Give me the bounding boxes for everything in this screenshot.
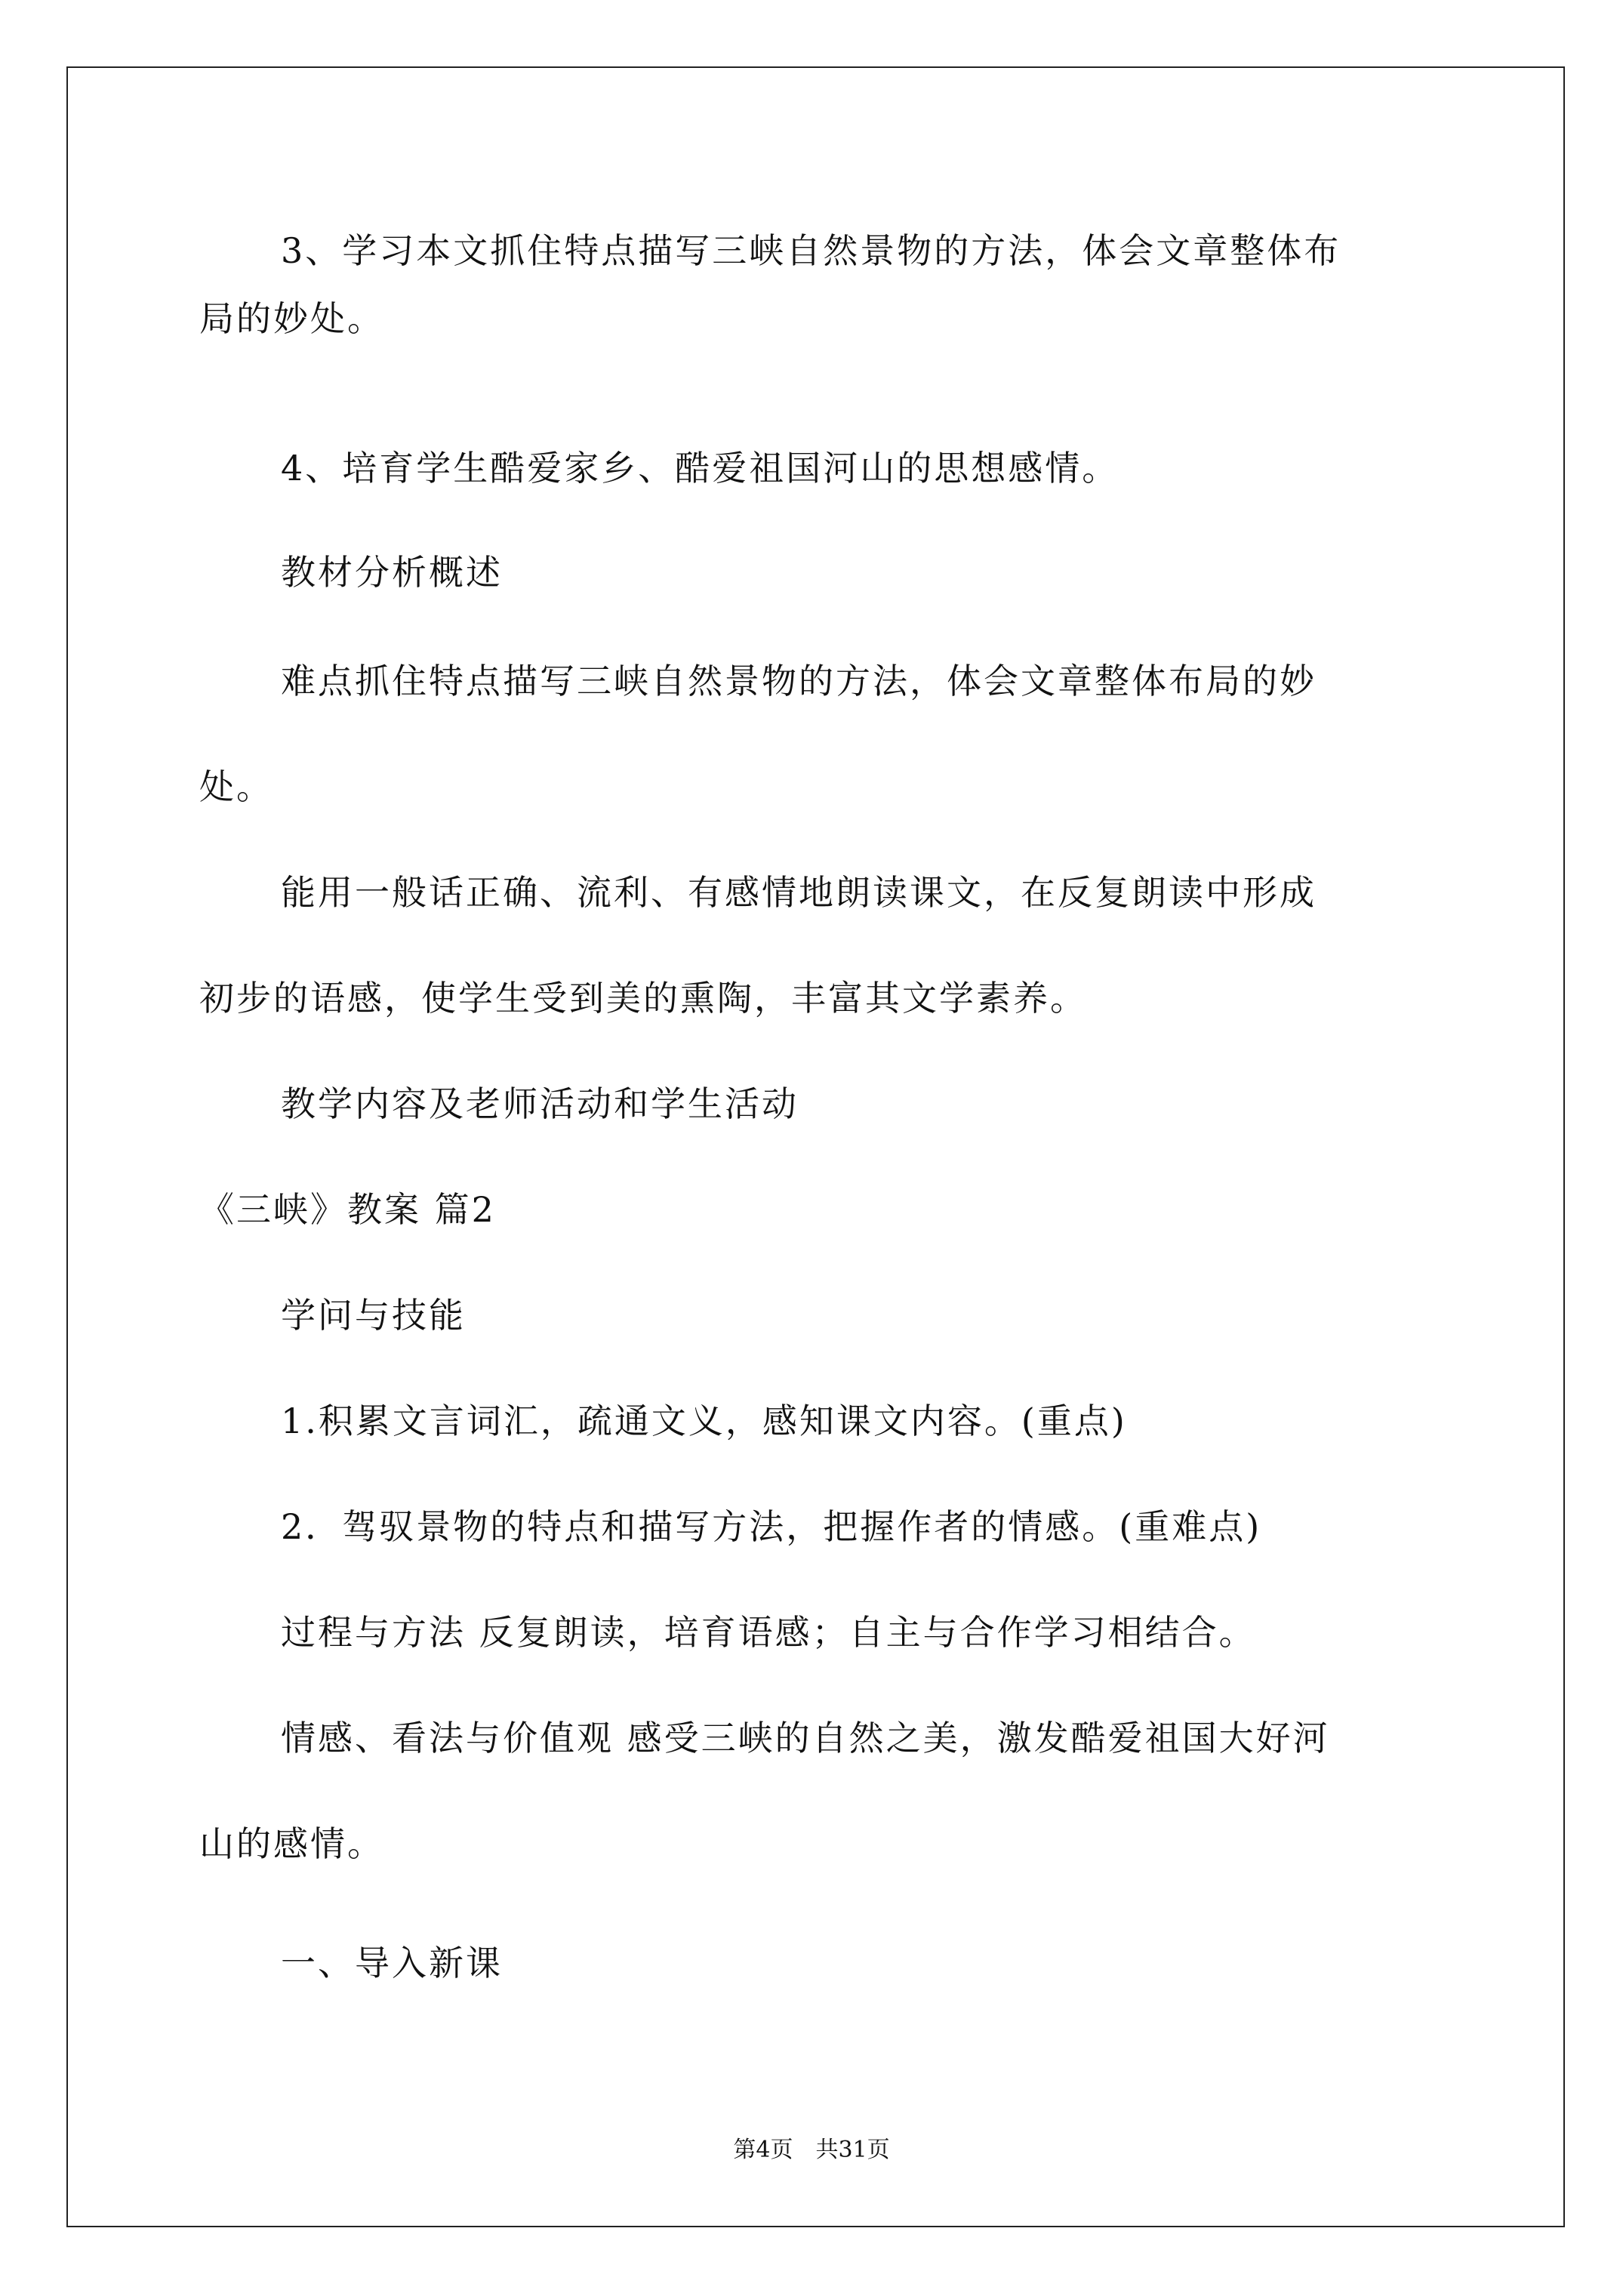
paragraph-line: 处。 (199, 766, 273, 807)
paragraph-line: 4、培育学生酷爱家乡、酷爱祖国河山的思想感情。 (281, 448, 1119, 488)
paragraph-line: 能用一般话正确、流利、有感情地朗读课文，在反复朗读中形成 (281, 872, 1317, 913)
section-heading: 学问与技能 (281, 1295, 466, 1336)
page-footer: 第4页 共31页 (733, 2137, 890, 2163)
paragraph-line: 山的感情。 (199, 1823, 384, 1864)
page-border (66, 66, 1565, 2227)
document-title: 《三峡》教案 篇2 (199, 1189, 496, 1230)
paragraph-line: 3、学习本文抓住特点描写三峡自然景物的方法，体会文章整体布 (281, 230, 1341, 271)
section-heading: 教材分析概述 (281, 552, 503, 593)
list-item: 2．驾驭景物的特点和描写方法，把握作者的情感。(重难点) (281, 1506, 1262, 1547)
paragraph-line: 局的妙处。 (199, 298, 384, 339)
paragraph-line: 情感、看法与价值观 感受三峡的自然之美，激发酷爱祖国大好河 (281, 1718, 1330, 1758)
paragraph-line: 初步的语感，使学生受到美的熏陶，丰富其文学素养。 (199, 978, 1087, 1019)
paragraph-line: 难点抓住特点描写三峡自然景物的方法，体会文章整体布局的妙 (281, 661, 1317, 701)
paragraph-line: 过程与方法 反复朗读，培育语感；自主与合作学习相结合。 (281, 1612, 1256, 1653)
list-item: 1.积累文言词汇，疏通文义，感知课文内容。(重点) (281, 1401, 1127, 1441)
section-heading: 一、导入新课 (281, 1943, 503, 1983)
section-heading: 教学内容及老师活动和学生活动 (281, 1083, 799, 1124)
